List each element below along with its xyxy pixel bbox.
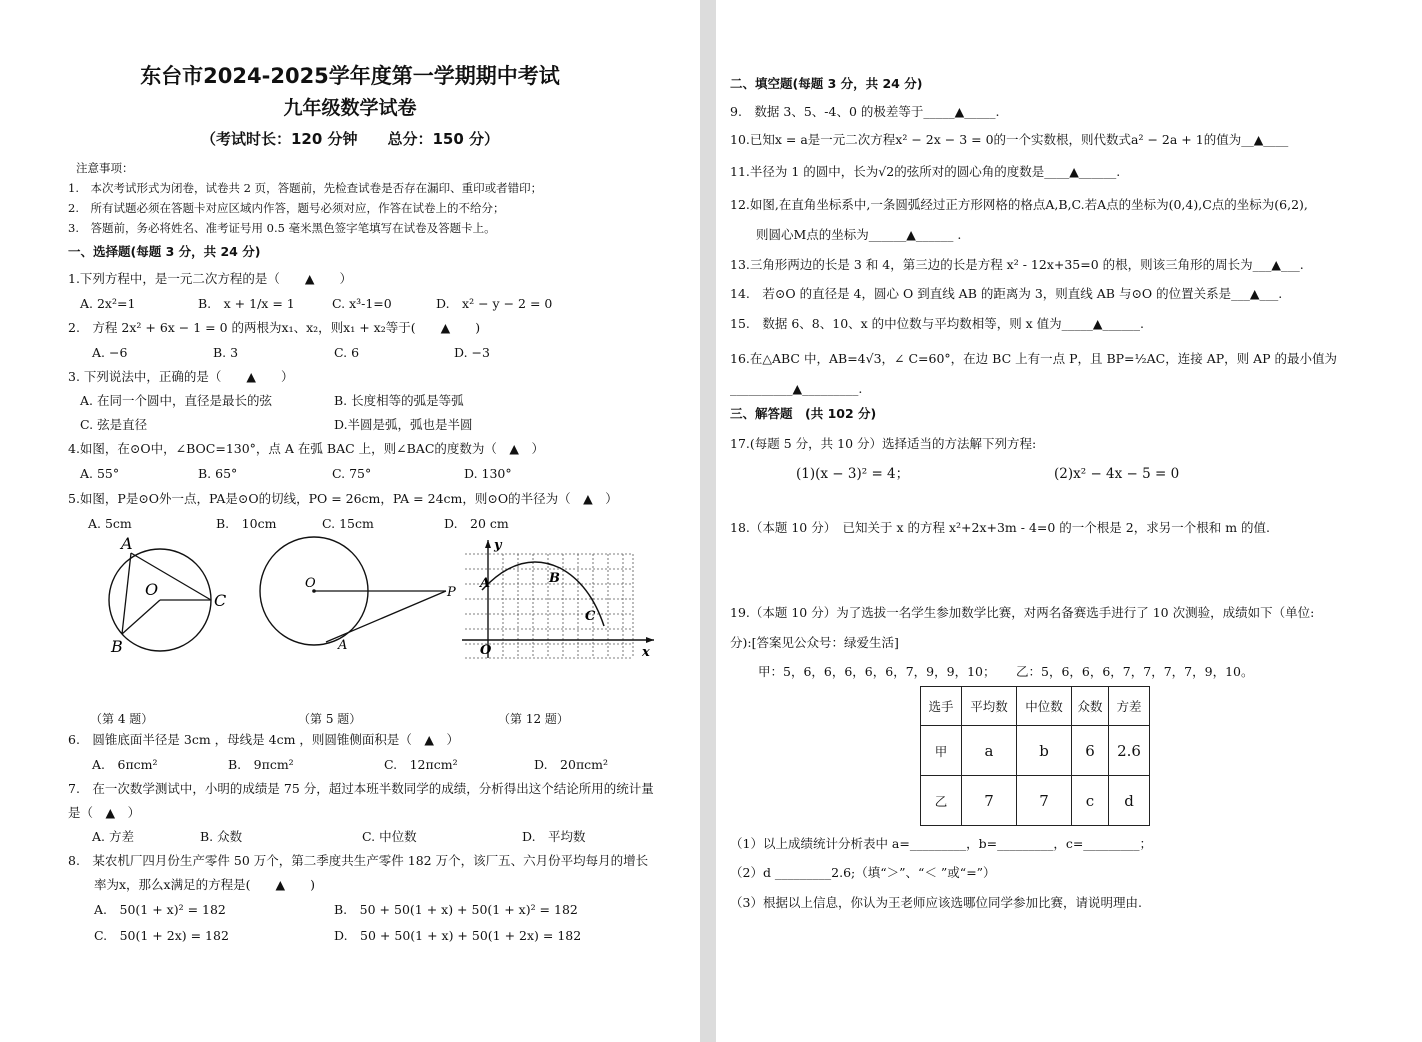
table-header: 众数	[1072, 687, 1109, 726]
question-1: 1.下列方程中，是一元二次方程的是（ ▲ ）	[68, 271, 353, 286]
option: C. 50(1 + 2x) = 182	[94, 928, 229, 943]
question-19-cont: 分):[答案见公众号：绿爱生活]	[730, 635, 899, 650]
section-heading-choice: 一、选择题(每题 3 分，共 24 分)	[68, 244, 261, 259]
figure-caption: （第 4 题）	[90, 712, 154, 726]
option: C. x³-1=0	[332, 296, 392, 311]
label-p: P	[447, 585, 456, 600]
option: C. 12πcm²	[384, 757, 458, 772]
question-16-cont: __________▲_________.	[730, 381, 863, 396]
option: C. 弦是直径	[80, 417, 148, 432]
option: B. 65°	[198, 466, 238, 481]
question-19-part2: （2）d _________2.6;（填“＞”、“＜ ”或“=”）	[730, 865, 996, 880]
notice-item: 2. 所有试题必须在答题卡对应区域内作答，题号必须对应，作答在试卷上的不给分；	[68, 201, 505, 215]
label-b: B	[549, 571, 560, 586]
notice-item: 1. 本次考试形式为闭卷，试卷共 2 页，答题前，先检查试卷是否存在漏印、重印或者错印；	[68, 181, 543, 195]
label-a: A	[480, 576, 491, 591]
table-row	[921, 726, 1150, 776]
table-cell: 乙	[921, 776, 962, 826]
table-header-row	[921, 687, 1150, 726]
table-row	[921, 776, 1150, 826]
label-c: C	[585, 609, 596, 624]
label-x: x	[642, 645, 650, 660]
question-19: 19.（本题 10 分）为了选拔一名学生参加数学比赛，对两名备赛选手进行了 10 次测验，成绩如下（单位:	[730, 605, 1315, 620]
label-origin: O	[480, 643, 492, 658]
table-cell: 6	[1072, 726, 1109, 776]
question-5: 5.如图，P是⊙O外一点，PA是⊙O的切线，PO = 26cm，PA = 24cm，则⊙O的半径为（ ▲ ）	[68, 491, 618, 506]
label-o: O	[145, 580, 159, 599]
question-14: 14. 若⊙O 的直径是 4，圆心 O 到直线 AB 的距离为 3，则直线 AB 与⊙O 的位置关系是___▲___.	[730, 286, 1283, 301]
question-13: 13.三角形两边的长是 3 和 4，第三边的长是方程 x² - 12x+35=0 的根，则该三角形的周长为___▲___.	[730, 257, 1304, 272]
question-19-part1: （1）以上成绩统计分析表中 a=_________，b=_________，c=_________；	[730, 836, 1153, 851]
label-c: C	[214, 591, 227, 610]
figure-q5	[256, 534, 466, 658]
figure-caption: （第 5 题）	[298, 712, 362, 726]
option: C. 15cm	[322, 516, 374, 531]
table-header: 中位数	[1017, 687, 1072, 726]
label-b: B	[111, 637, 123, 656]
label-y: y	[494, 538, 502, 553]
page-gap	[700, 0, 716, 1042]
option: C. 6	[334, 345, 360, 360]
exam-page-left	[0, 0, 700, 1042]
question-15: 15. 数据 6、8、10、x 的中位数与平均数相等，则 x 值为_____▲______.	[730, 316, 1145, 331]
table-cell: 2.6	[1109, 726, 1150, 776]
label-a: A	[338, 638, 348, 653]
score-table	[920, 686, 1150, 826]
exam-info: （考试时长：120 分钟 总分：150 分）	[200, 130, 500, 148]
option: C. 中位数	[362, 829, 417, 844]
question-12-cont: 则圆心M点的坐标为______▲______ .	[756, 227, 962, 242]
scores-jia: 甲：5，6，6，6，6，6，7，9，9，10；	[758, 664, 996, 679]
scores-yi: 乙：5，6，6，6，7，7，7，7，9，10。	[1016, 664, 1254, 679]
question-10: 10.已知x = a是一元二次方程x² − 2x − 3 = 0的一个实数根，则代数式a² − 2a + 1的值为__▲____	[730, 132, 1289, 147]
question-7: 7. 在一次数学测试中，小明的成绩是 75 分，超过本班半数同学的成绩，分析得出这个结论所用的统计量	[68, 781, 654, 796]
question-17: 17.(每题 5 分，共 10 分）选择适当的方法解下列方程:	[730, 436, 1037, 451]
option: A. 5cm	[88, 516, 132, 531]
question-9: 9. 数据 3、5、-4、0 的极差等于_____▲_____.	[730, 104, 1000, 119]
option: C. 75°	[332, 466, 372, 481]
table-cell: b	[1017, 726, 1072, 776]
option: D. x² − y − 2 = 0	[436, 296, 553, 311]
option: B. 3	[213, 345, 239, 360]
option: A. 50(1 + x)² = 182	[94, 902, 226, 917]
figure-q4	[100, 534, 240, 658]
question-18: 18.（本题 10 分） 已知关于 x 的方程 x²+2x+3m - 4=0 的一个根是 2，求另一个根和 m 的值.	[730, 520, 1270, 535]
figure-caption: （第 12 题）	[498, 712, 569, 726]
question-4: 4.如图，在⊙O中，∠BOC=130°，点 A 在弧 BAC 上，则∠BAC的度数为（ ▲ ）	[68, 441, 544, 456]
question-17-eq1: (1)(x − 3)² = 4；	[796, 466, 910, 482]
question-7-cont: 是（ ▲ ）	[68, 805, 141, 820]
option: D. 130°	[464, 466, 512, 481]
option: A. 方差	[92, 829, 134, 844]
option: A. 6πcm²	[92, 757, 158, 772]
table-cell: 甲	[921, 726, 962, 776]
exam-page-right	[716, 0, 1422, 1042]
option: D. 20 cm	[444, 516, 509, 531]
question-17-eq2: (2)x² − 4x − 5 = 0	[1054, 466, 1180, 482]
table-header: 选手	[921, 687, 962, 726]
question-12: 12.如图,在直角坐标系中,一条圆弧经过正方形网格的格点A,B,C.若A点的坐标为(0,4),C点的坐标为(6,2),	[730, 197, 1308, 212]
option: D.半圆是弧，弧也是半圆	[334, 417, 473, 432]
section-heading-solve: 三、解答题 (共 102 分)	[730, 406, 877, 421]
table-header: 平均数	[962, 687, 1017, 726]
question-8-cont: 率为x，那么x满足的方程是( ▲ )	[94, 877, 315, 892]
option: D. 平均数	[522, 829, 586, 844]
option: A. −6	[92, 345, 128, 360]
option: A. 2x²=1	[80, 296, 136, 311]
figure-q12	[460, 534, 660, 660]
table-cell: 7	[962, 776, 1017, 826]
table-cell: a	[962, 726, 1017, 776]
question-6: 6. 圆锥底面半径是 3cm ，母线是 4cm ，则圆锥侧面积是（ ▲ ）	[68, 732, 460, 747]
label-a: A	[121, 534, 133, 553]
option: B. 9πcm²	[228, 757, 294, 772]
option: A. 55°	[80, 466, 120, 481]
option: D. 20πcm²	[534, 757, 609, 772]
exam-title: 东台市2024-2025学年度第一学期期中考试	[140, 64, 560, 88]
table-cell: 7	[1017, 776, 1072, 826]
question-3: 3. 下列说法中，正确的是（ ▲ ）	[68, 369, 294, 384]
option: D. 50 + 50(1 + x) + 50(1 + 2x) = 182	[334, 928, 582, 943]
table-header: 方差	[1109, 687, 1150, 726]
notice-heading: 注意事项：	[76, 161, 134, 175]
question-19-part3: （3）根据以上信息，你认为王老师应该选哪位同学参加比赛，请说明理由.	[730, 895, 1142, 910]
option: B. 10cm	[216, 516, 277, 531]
table-cell: d	[1109, 776, 1150, 826]
option: B. 长度相等的弧是等弧	[334, 393, 464, 408]
question-11: 11.半径为 1 的圆中，长为√2的弦所对的圆心角的度数是____▲______.	[730, 164, 1121, 179]
option: B. 50 + 50(1 + x) + 50(1 + x)² = 182	[334, 902, 578, 917]
exam-subtitle: 九年级数学试卷	[283, 97, 417, 119]
notice-item: 3. 答题前，务必将姓名、准考证号用 0.5 毫米黑色签字笔填写在试卷及答题卡上。	[68, 221, 496, 235]
option: A. 在同一个圆中，直径是最长的弦	[80, 393, 272, 408]
section-heading-fill: 二、填空题(每题 3 分，共 24 分)	[730, 76, 923, 91]
question-2: 2. 方程 2x² + 6x − 1 = 0 的两根为x₁、x₂，则x₁ + x₂等于( ▲ )	[68, 320, 481, 335]
question-8: 8. 某农机厂四月份生产零件 50 万个，第二季度共生产零件 182 万个，该厂五、六月份平均每月的增长	[68, 853, 649, 868]
option: B. 众数	[200, 829, 243, 844]
option: B. x + 1/x = 1	[198, 296, 295, 311]
question-16: 16.在△ABC 中，AB=4√3，∠ C=60°，在边 BC 上有一点 P，且 BP=½AC，连接 AP，则 AP 的最小值为	[730, 351, 1338, 366]
table-cell: c	[1072, 776, 1109, 826]
label-o: O	[305, 576, 316, 591]
option: D. −3	[454, 345, 490, 360]
